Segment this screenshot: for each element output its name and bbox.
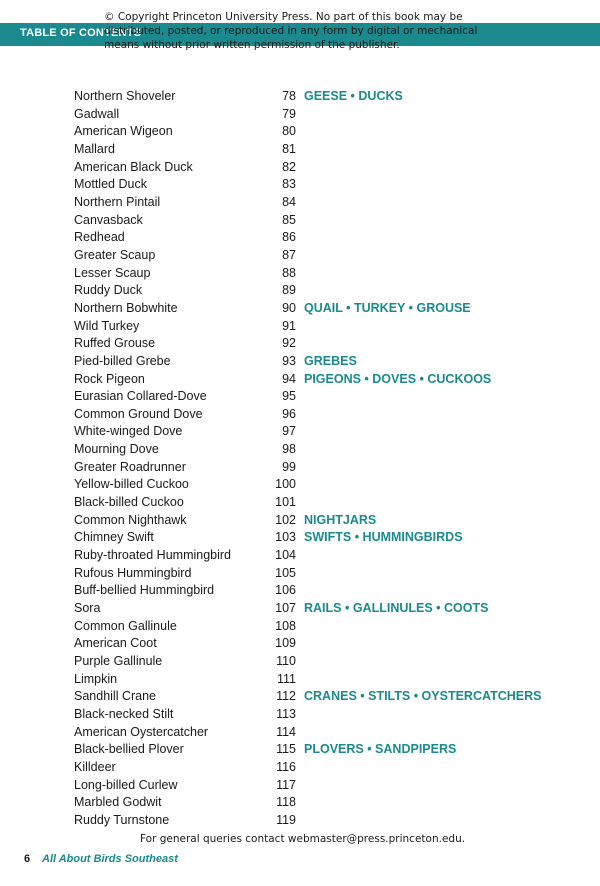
species-name: White-winged Dove [74, 424, 183, 439]
toc-entry [0, 247, 600, 265]
page-ref: 114 [276, 724, 296, 739]
species-name: American Wigeon [74, 124, 173, 139]
page-ref: 102 [275, 512, 296, 527]
species-name: Ruddy Duck [74, 283, 143, 298]
toc-entry [0, 812, 600, 830]
toc-entry [0, 88, 600, 106]
toc-entry [0, 547, 600, 565]
page-ref: 93 [282, 353, 296, 368]
species-name: Ruby-throated Hummingbird [74, 548, 232, 563]
page-ref: 106 [275, 583, 296, 598]
toc-entry [0, 671, 600, 689]
page-ref: 90 [282, 300, 296, 315]
page-ref: 84 [282, 194, 296, 209]
copyright-line: means without prior written permission of the publisher. [104, 39, 400, 51]
family-heading: PIGEONS • DOVES • CUCKOOS [304, 371, 492, 386]
species-name: Limpkin [74, 671, 118, 686]
family-heading: GEESE • DUCKS [304, 89, 403, 103]
species-name: Sora [74, 601, 101, 616]
page-ref: 101 [275, 495, 296, 510]
species-name: Common Nighthawk [74, 512, 187, 527]
page-ref: 78 [282, 89, 296, 103]
toc-entry [0, 706, 600, 724]
page-ref: 96 [282, 406, 296, 421]
species-name: Rock Pigeon [74, 371, 145, 386]
species-name: American Oystercatcher [74, 724, 209, 739]
species-name: Purple Gallinule [74, 654, 163, 668]
page-ref: 108 [275, 618, 296, 633]
page-ref: 94 [282, 371, 296, 386]
page-ref: 88 [282, 265, 296, 280]
page-ref: 83 [282, 177, 296, 192]
species-name: Northern Bobwhite [74, 300, 178, 315]
page-ref: 104 [275, 548, 296, 563]
page-ref: 80 [282, 124, 296, 139]
species-name: Mourning Dove [74, 442, 159, 457]
page-ref: 109 [275, 636, 296, 651]
toc-entry [0, 423, 600, 441]
species-name: Eurasian Collared-Dove [74, 389, 207, 404]
species-name: Marbled Godwit [74, 795, 162, 810]
family-heading: RAILS • GALLINULES • COOTS [304, 601, 489, 616]
page-ref: 92 [282, 336, 296, 351]
toc-entry [0, 406, 600, 424]
toc-entry [0, 512, 600, 530]
toc-entry [0, 106, 600, 124]
page-number: 6 [24, 853, 31, 865]
toc-entry [0, 282, 600, 300]
species-name: Mottled Duck [74, 177, 147, 192]
toc-entry [0, 194, 600, 212]
page-ref: 119 [276, 812, 296, 827]
table-of-contents [0, 88, 600, 830]
book-title: All About Birds Southeast [42, 853, 178, 865]
toc-entry [0, 759, 600, 777]
page-ref: 82 [282, 159, 296, 174]
page-ref: 113 [276, 706, 296, 721]
toc-entry [0, 494, 600, 512]
toc-entry [0, 300, 600, 318]
page-ref: 91 [282, 318, 296, 333]
toc-entry [0, 600, 600, 618]
species-name: Killdeer [74, 759, 116, 774]
species-name: Black-bellied Plover [74, 742, 184, 757]
page-ref: 79 [282, 106, 296, 121]
toc-entry [0, 318, 600, 336]
family-heading: GREBES [304, 353, 357, 368]
toc-entry [0, 265, 600, 283]
family-heading: CRANES • STILTS • OYSTERCATCHERS [304, 689, 542, 704]
species-name: Greater Scaup [74, 247, 156, 262]
species-name: Lesser Scaup [74, 265, 151, 280]
species-name: Buff-bellied Hummingbird [74, 583, 215, 598]
page-ref: 86 [282, 230, 296, 245]
toc-entry [0, 141, 600, 159]
page-ref: 107 [275, 601, 296, 616]
toc-entry [0, 229, 600, 247]
toc-entry [0, 459, 600, 477]
page-ref: 99 [282, 459, 296, 474]
toc-entry [0, 565, 600, 583]
toc-entry [0, 653, 600, 671]
copyright-line: © Copyright Princeton University Press. No part of this book may be [104, 11, 463, 23]
species-name: Yellow-billed Cuckoo [74, 477, 189, 492]
species-name: Rufous Hummingbird [74, 565, 192, 580]
contact-note: For general queries contact webmaster@press.princeton.edu. [140, 833, 466, 845]
toc-entry [0, 529, 600, 547]
family-heading: QUAIL • TURKEY • GROUSE [304, 300, 471, 315]
copyright-line: distributed, posted, or reproduced in any form by digital or mechanical [104, 25, 478, 37]
family-heading: NIGHTJARS [304, 512, 377, 527]
toc-entry [0, 123, 600, 141]
page-ref: 100 [275, 477, 296, 492]
page-ref: 95 [282, 389, 296, 404]
species-name: Black-necked Stilt [74, 706, 174, 721]
toc-entry [0, 724, 600, 742]
species-name: Canvasback [74, 212, 143, 227]
toc-entry [0, 777, 600, 795]
species-name: Black-billed Cuckoo [74, 495, 184, 510]
species-name: Greater Roadrunner [74, 459, 186, 474]
page-ref: 97 [282, 424, 296, 439]
page-ref: 116 [276, 759, 296, 774]
species-name: American Coot [74, 636, 157, 651]
toc-entry [0, 371, 600, 389]
toc-entry [0, 159, 600, 177]
toc-entry [0, 688, 600, 706]
page-ref: 112 [276, 689, 296, 704]
toc-entry [0, 335, 600, 353]
page-ref: 117 [276, 777, 296, 792]
species-name: Ruffed Grouse [74, 336, 156, 351]
family-heading: PLOVERS • SANDPIPERS [304, 742, 457, 757]
page-ref: 98 [282, 442, 296, 457]
species-name: American Black Duck [74, 159, 193, 174]
species-name: Gadwall [74, 106, 120, 121]
species-name: Pied-billed Grebe [74, 353, 171, 368]
species-name: Northern Shoveler [74, 89, 176, 103]
toc-entry [0, 176, 600, 194]
species-name: Common Gallinule [74, 618, 177, 633]
species-name: Mallard [74, 141, 115, 156]
species-name: Common Ground Dove [74, 406, 203, 421]
copyright-notice [104, 10, 524, 52]
toc-entry [0, 476, 600, 494]
page-ref: 85 [282, 212, 296, 227]
toc-entry [0, 618, 600, 636]
section-title: TABLE OF CONTENTS [20, 27, 142, 39]
page-ref: 110 [276, 654, 296, 668]
page-ref: 89 [282, 283, 296, 298]
page-ref: 103 [275, 530, 296, 545]
species-name: Northern Pintail [74, 194, 161, 209]
toc-entry [0, 741, 600, 759]
species-name: Ruddy Turnstone [74, 812, 170, 827]
page-ref: 111 [276, 671, 296, 686]
toc-entry [0, 635, 600, 653]
toc-entry [0, 388, 600, 406]
page-ref: 105 [275, 565, 296, 580]
species-name: Long-billed Curlew [74, 777, 178, 792]
species-name: Redhead [74, 230, 125, 245]
species-name: Wild Turkey [74, 318, 140, 333]
toc-entry [0, 582, 600, 600]
page-ref: 81 [282, 141, 296, 156]
species-name: Sandhill Crane [74, 689, 156, 704]
toc-entry [0, 353, 600, 371]
page-ref: 118 [276, 795, 296, 810]
species-name: Chimney Swift [74, 530, 154, 545]
page-ref: 115 [276, 742, 296, 757]
toc-entry [0, 794, 600, 812]
family-heading: SWIFTS • HUMMINGBIRDS [304, 530, 463, 545]
page-ref: 87 [282, 247, 296, 262]
toc-entry [0, 441, 600, 459]
toc-entry [0, 212, 600, 230]
